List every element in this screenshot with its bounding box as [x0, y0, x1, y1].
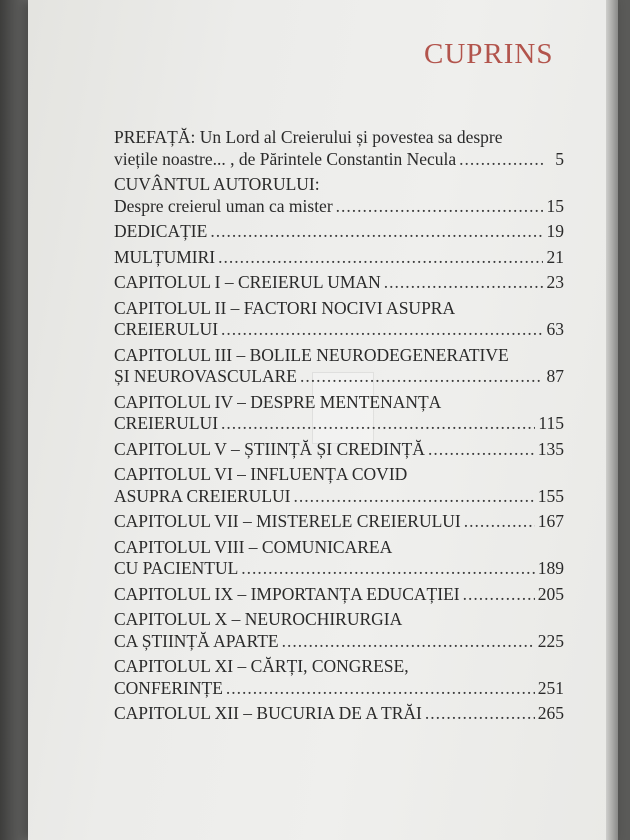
- page-number: 19: [546, 221, 564, 241]
- page-number: 87: [546, 366, 564, 386]
- toc-entry-title: CU PACIENTUL: [114, 558, 239, 578]
- toc-entry: [114, 392, 564, 435]
- page-number: 63: [546, 319, 564, 339]
- leader-dots: [221, 413, 535, 435]
- leader-dots: [428, 439, 535, 461]
- toc-entry-title-line: CAPITOLUL X – NEUROCHIRURGIA: [114, 609, 403, 629]
- toc-entry-title-line: CUVÂNTUL AUTORULUI:: [114, 174, 320, 194]
- toc-entry: [114, 272, 564, 294]
- toc-entry-title-line: CAPITOLUL VI – INFLUENȚA COVID: [114, 464, 408, 484]
- toc-entry-title-line: PREFAȚĂ: Un Lord al Creierului și povestea sa despre: [114, 127, 503, 147]
- leader-dots: [210, 221, 543, 243]
- leader-dots: [384, 272, 543, 294]
- leader-dots: [336, 196, 543, 218]
- leader-dots: [282, 631, 535, 653]
- page-number: 265: [537, 703, 564, 723]
- page-number: 21: [546, 246, 564, 267]
- page-number: 225: [537, 630, 564, 651]
- toc-entry-title: CA ȘTIINȚĂ APARTE: [114, 630, 279, 651]
- toc-entry-title-line: CAPITOLUL XI – CĂRȚI, CONGRESE,: [114, 656, 409, 676]
- toc-entry: [114, 247, 564, 269]
- toc-entry: [114, 174, 564, 217]
- page-number: 167: [537, 511, 564, 531]
- page-number: 155: [537, 485, 564, 506]
- leader-dots: [293, 486, 534, 508]
- leader-dots: [300, 366, 543, 388]
- toc-entry-title: CAPITOLUL I – CREIERUL UMAN: [114, 272, 381, 292]
- leader-dots: [226, 678, 535, 700]
- toc-entry: [114, 221, 564, 243]
- toc-entry-title-line: CAPITOLUL VIII – COMUNICAREA: [114, 536, 393, 557]
- leader-dots: [463, 584, 535, 606]
- toc-entry-title: DEDICAȚIE: [114, 221, 208, 241]
- leader-dots: [221, 319, 543, 341]
- toc-entry: [114, 537, 564, 580]
- page-edge: [606, 0, 618, 840]
- page-number: 251: [537, 677, 564, 698]
- page-number: 205: [537, 583, 564, 604]
- toc-entry: [114, 345, 564, 388]
- leader-dots: [425, 703, 535, 725]
- page-number: 23: [546, 272, 564, 292]
- toc-entry: [114, 703, 564, 725]
- toc-entry: [114, 464, 564, 507]
- leader-dots: [218, 247, 543, 269]
- book-spine-shadow: [0, 0, 28, 840]
- page-number: 135: [537, 438, 564, 459]
- book-page: [28, 0, 618, 840]
- toc-entry-title-line: CAPITOLUL IV – DESPRE MENTENANȚA: [114, 391, 442, 412]
- toc-entry-title: Despre creierul uman ca mister: [114, 195, 333, 216]
- toc-entry: [114, 656, 564, 699]
- leader-dots: [241, 558, 534, 580]
- page-number: 115: [538, 413, 564, 433]
- leader-dots: [464, 511, 535, 533]
- toc-entry-title: ȘI NEUROVASCULARE: [114, 366, 297, 386]
- toc-entry-title-line: CAPITOLUL II – FACTORI NOCIVI ASUPRA: [114, 297, 456, 318]
- toc-entry-title: CREIERULUI: [114, 413, 219, 433]
- toc-entry-title: CAPITOLUL VII – MISTERELE CREIERULUI: [114, 511, 461, 531]
- toc-entry-title: CONFERINȚE: [114, 677, 223, 698]
- toc-entry-title: CREIERULUI: [114, 319, 219, 339]
- toc-entry: [114, 609, 564, 652]
- toc-entry-title: MULȚUMIRI: [114, 246, 216, 267]
- toc-entry-title-line: CAPITOLUL III – BOLILE NEURODEGENERATIVE: [114, 344, 509, 365]
- toc-entry: [114, 298, 564, 341]
- leader-dots: [459, 149, 543, 171]
- page-title: CUPRINS: [424, 38, 554, 70]
- toc-entry-title: CAPITOLUL IX – IMPORTANȚA EDUCAȚIEI: [114, 583, 460, 604]
- toc-entry-title: viețile noastre... , de Părintele Constantin Necula: [114, 148, 457, 169]
- table-of-contents: [114, 127, 564, 729]
- page-number: 189: [537, 558, 564, 578]
- toc-entry-title: CAPITOLUL XII – BUCURIA DE A TRĂI: [114, 703, 422, 723]
- toc-entry: [114, 439, 564, 461]
- toc-entry: [114, 511, 564, 533]
- toc-entry: [114, 584, 564, 606]
- toc-entry-title: ASUPRA CREIERULUI: [114, 485, 291, 506]
- page-number: 15: [546, 195, 564, 216]
- toc-entry-title: CAPITOLUL V – ȘTIINȚĂ ȘI CREDINȚĂ: [114, 438, 425, 459]
- toc-entry: [114, 127, 564, 170]
- page-number: 5: [555, 148, 564, 169]
